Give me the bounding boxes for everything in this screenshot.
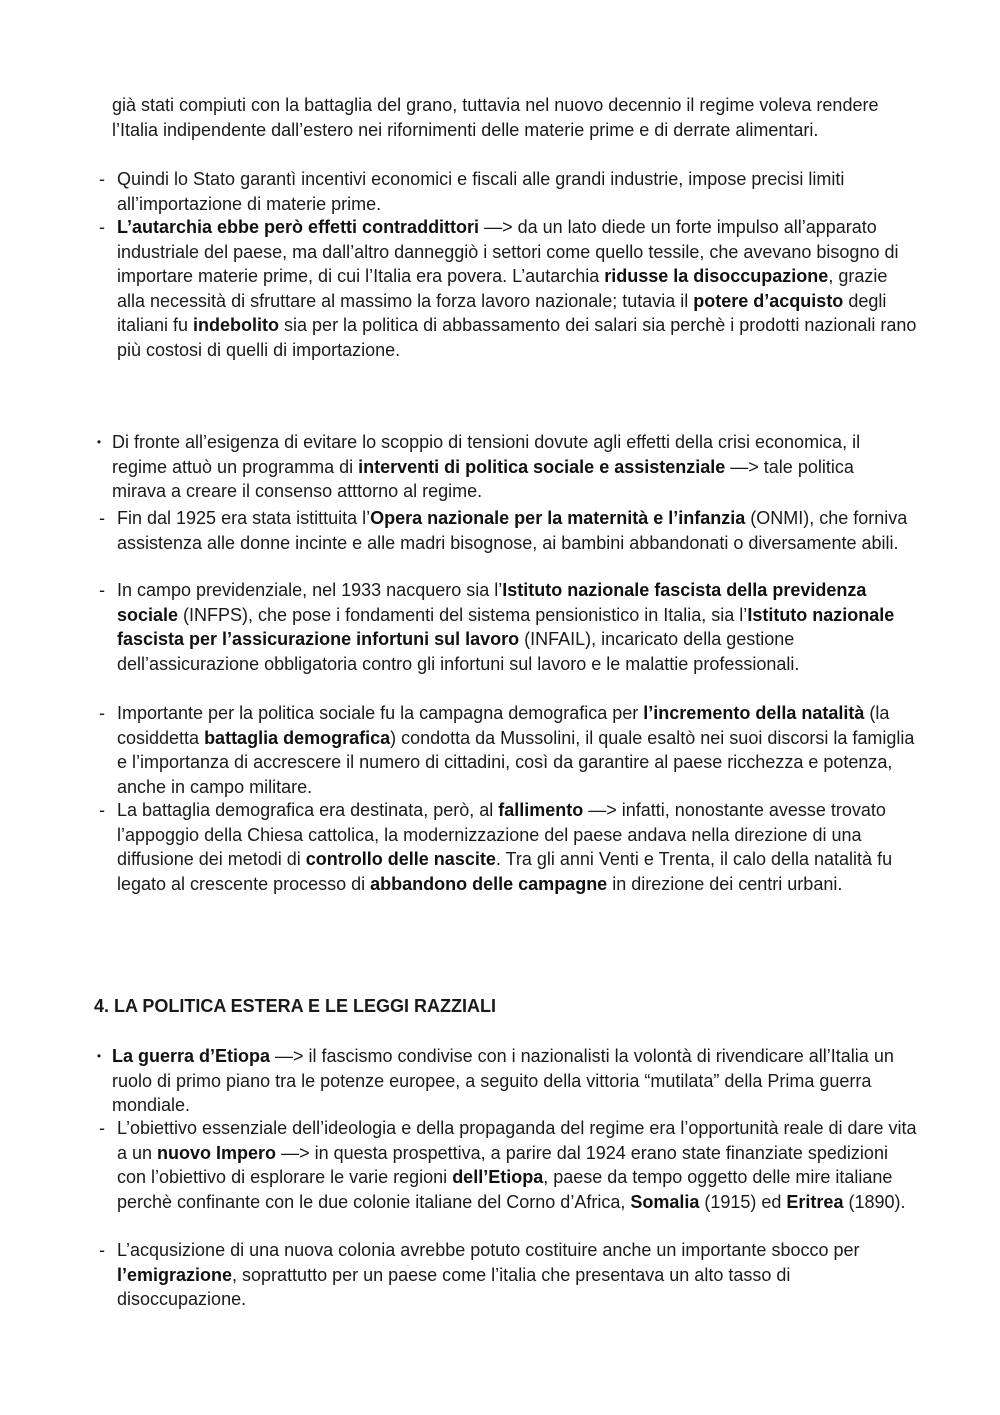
list-item-incentivi: [99, 167, 917, 216]
text-run: Di fronte all’esigenza di evitare lo scoppio di tensioni dovute agli effetti della crisi economica, il regime attuò un programma di: [112, 432, 861, 477]
dash-marker: -: [99, 169, 105, 189]
text-run: —> il fascismo condivise con i nazionalisti la volontà di rivendicare all’Italia un ruolo di primo piano tra le potenze europee, a seguito della vittoria “mutilata” della Prima guerra mondiale.: [112, 1046, 894, 1115]
text-run: , paese da tempo oggetto delle mire italiane perchè confinante con le due colonie italiane del Corno d’Africa,: [117, 1167, 893, 1212]
text-run: sia per la politica di abbassamento dei salari sia perchè i prodotti nazionali rano più costosi di quelli di importazione.: [117, 315, 917, 360]
bold-text: fallimento: [498, 800, 584, 820]
paragraph-autarchia-intro: [112, 93, 912, 142]
section-heading: 4. LA POLITICA ESTERA E LE LEGGI RAZZIALI: [94, 996, 497, 1016]
text-run: , soprattutto per un paese come l’italia che presentava un alto tasso di disoccupazione.: [117, 1264, 791, 1309]
bold-text: interventi di politica sociale e assistenziale: [358, 456, 726, 477]
bold-text: battaglia demografica: [204, 727, 391, 748]
list-item-nuovo-impero: [99, 1116, 917, 1214]
text-run: —> in questa prospettiva, a parire dal 1924 erano state finanziate spedizioni con l’obiettivo di esplorare le varie regioni: [117, 1142, 888, 1187]
list-item-emigrazione: [99, 1238, 917, 1312]
bold-text: l’incremento della natalità: [643, 703, 865, 723]
text-run: degli italiani fu: [117, 290, 887, 335]
bold-text: l’emigrazione: [117, 1264, 233, 1285]
text-run: Importante per la politica sociale fu la campagna demografica per: [117, 703, 644, 723]
text-run: L’obiettivo essenziale dell’ideologia e della propaganda del regime era l’opportunità reale di dare vita a un: [117, 1118, 917, 1163]
list-item-natalita: [99, 701, 917, 799]
bold-text: Istituto nazionale fascista della previdenza sociale: [117, 580, 867, 625]
text-run: La battaglia demografica era destinata, però, al: [117, 800, 499, 820]
text-run: —> tale politica mirava a creare il consenso atttorno al regime.: [112, 456, 854, 501]
bullet-marker: •: [96, 1049, 102, 1063]
list-item-previdenza: [99, 578, 917, 676]
dash-marker: -: [99, 217, 105, 237]
bullet-guerra-etiopia: [96, 1044, 912, 1118]
dash-marker: -: [99, 800, 105, 820]
dash-marker: -: [99, 508, 105, 528]
dash-marker: -: [99, 1240, 105, 1260]
text-run: , grazie alla necessità di sfruttare al massimo la forza lavoro nazionale; tutavia il: [117, 266, 888, 311]
list-item-onmi: [99, 506, 917, 555]
text-run: (1915) ed: [699, 1191, 787, 1212]
bold-text: potere d’acquisto: [693, 290, 844, 311]
bold-text: dell’Etiopa: [452, 1167, 544, 1187]
bold-text: ridusse la disoccupazione: [604, 266, 829, 286]
dash-marker: -: [99, 1118, 105, 1138]
text-run: già stati compiuti con la battaglia del grano, tuttavia nel nuovo decennio il regime voleva rendere l’Italia indipendente dall’estero nei rifornimenti delle materie prime e di derrate alimentari.: [112, 95, 879, 140]
bold-text: Eritrea: [786, 1191, 844, 1212]
text-run: Quindi lo Stato garantì incentivi economici e fiscali alle grandi industrie, impose precisi limiti all’importazione di materie prime.: [117, 169, 845, 214]
bold-text: Somalia: [630, 1191, 700, 1212]
bold-text: L’autarchia ebbe però effetti contraddittori: [117, 217, 480, 237]
text-run: (INFAIL), incaricato della gestione dell’assicurazione obbligatoria contro gli infortuni sul lavoro e le malattie professionali.: [117, 629, 800, 674]
text-run: In campo previdenziale, nel 1933 nacquero sia l’: [117, 580, 503, 600]
text-run: L’acqusizione di una nuova colonia avrebbe potuto costituire anche un importante sbocco per: [117, 1240, 860, 1260]
bold-text: La guerra d’Etiopa: [112, 1046, 271, 1066]
text-run: ) condotta da Mussolini, il quale esaltò nei suoi discorsi la famiglia e l’importanza di accrescere il numero di cittadini, così da garantire al paese ricchezza e potenza, anche in campo militare.: [117, 727, 915, 797]
text-run: (ONMI), che forniva assistenza alle donne incinte e alle madri bisognose, ai bambini abbandonati o diversamente abili.: [117, 508, 908, 553]
text-run: (la cosiddetta: [117, 703, 890, 748]
bold-text: controllo delle nascite: [305, 849, 496, 869]
bold-text: Opera nazionale per la maternità e l’infanzia: [370, 508, 746, 528]
bold-text: indebolito: [193, 315, 280, 335]
dash-marker: -: [99, 580, 105, 600]
text-run: (1890).: [843, 1191, 906, 1212]
dash-marker: -: [99, 703, 105, 723]
list-item-fallimento: [99, 798, 917, 896]
text-run: . Tra gli anni Venti e Trenta, il calo della natalità fu legato al crescente processo di: [117, 849, 893, 894]
bold-text: Istituto nazionale fascista per l’assicurazione infortuni sul lavoro: [117, 604, 895, 649]
text-run: (INFPS), che pose i fondamenti del sistema pensionistico in Italia, sia l’: [178, 604, 748, 625]
bullet-marker: •: [96, 435, 102, 449]
bullet-politica-sociale: [96, 430, 912, 504]
text-run: —> da un lato diede un forte impulso all’apparato industriale del paese, ma dall’altro danneggiò i settori come quello tessile, che avevano bisogno di importare materie prime, di cui l’Italia era povera. L’autarchia: [117, 217, 899, 286]
bold-text: abbandono delle campagne: [370, 873, 608, 894]
text-run: Fin dal 1925 era stata istittuita l’: [117, 508, 371, 528]
text-run: —> infatti, nonostante avesse trovato l’appoggio della Chiesa cattolica, la modernizzazione del paese andava nella direzione di una diffusione dei metodi di: [117, 800, 886, 869]
text-run: in direzione dei centri urbani.: [607, 873, 843, 894]
bold-text: nuovo Impero: [157, 1142, 277, 1163]
list-item-autarchia-effetti: [99, 215, 917, 362]
